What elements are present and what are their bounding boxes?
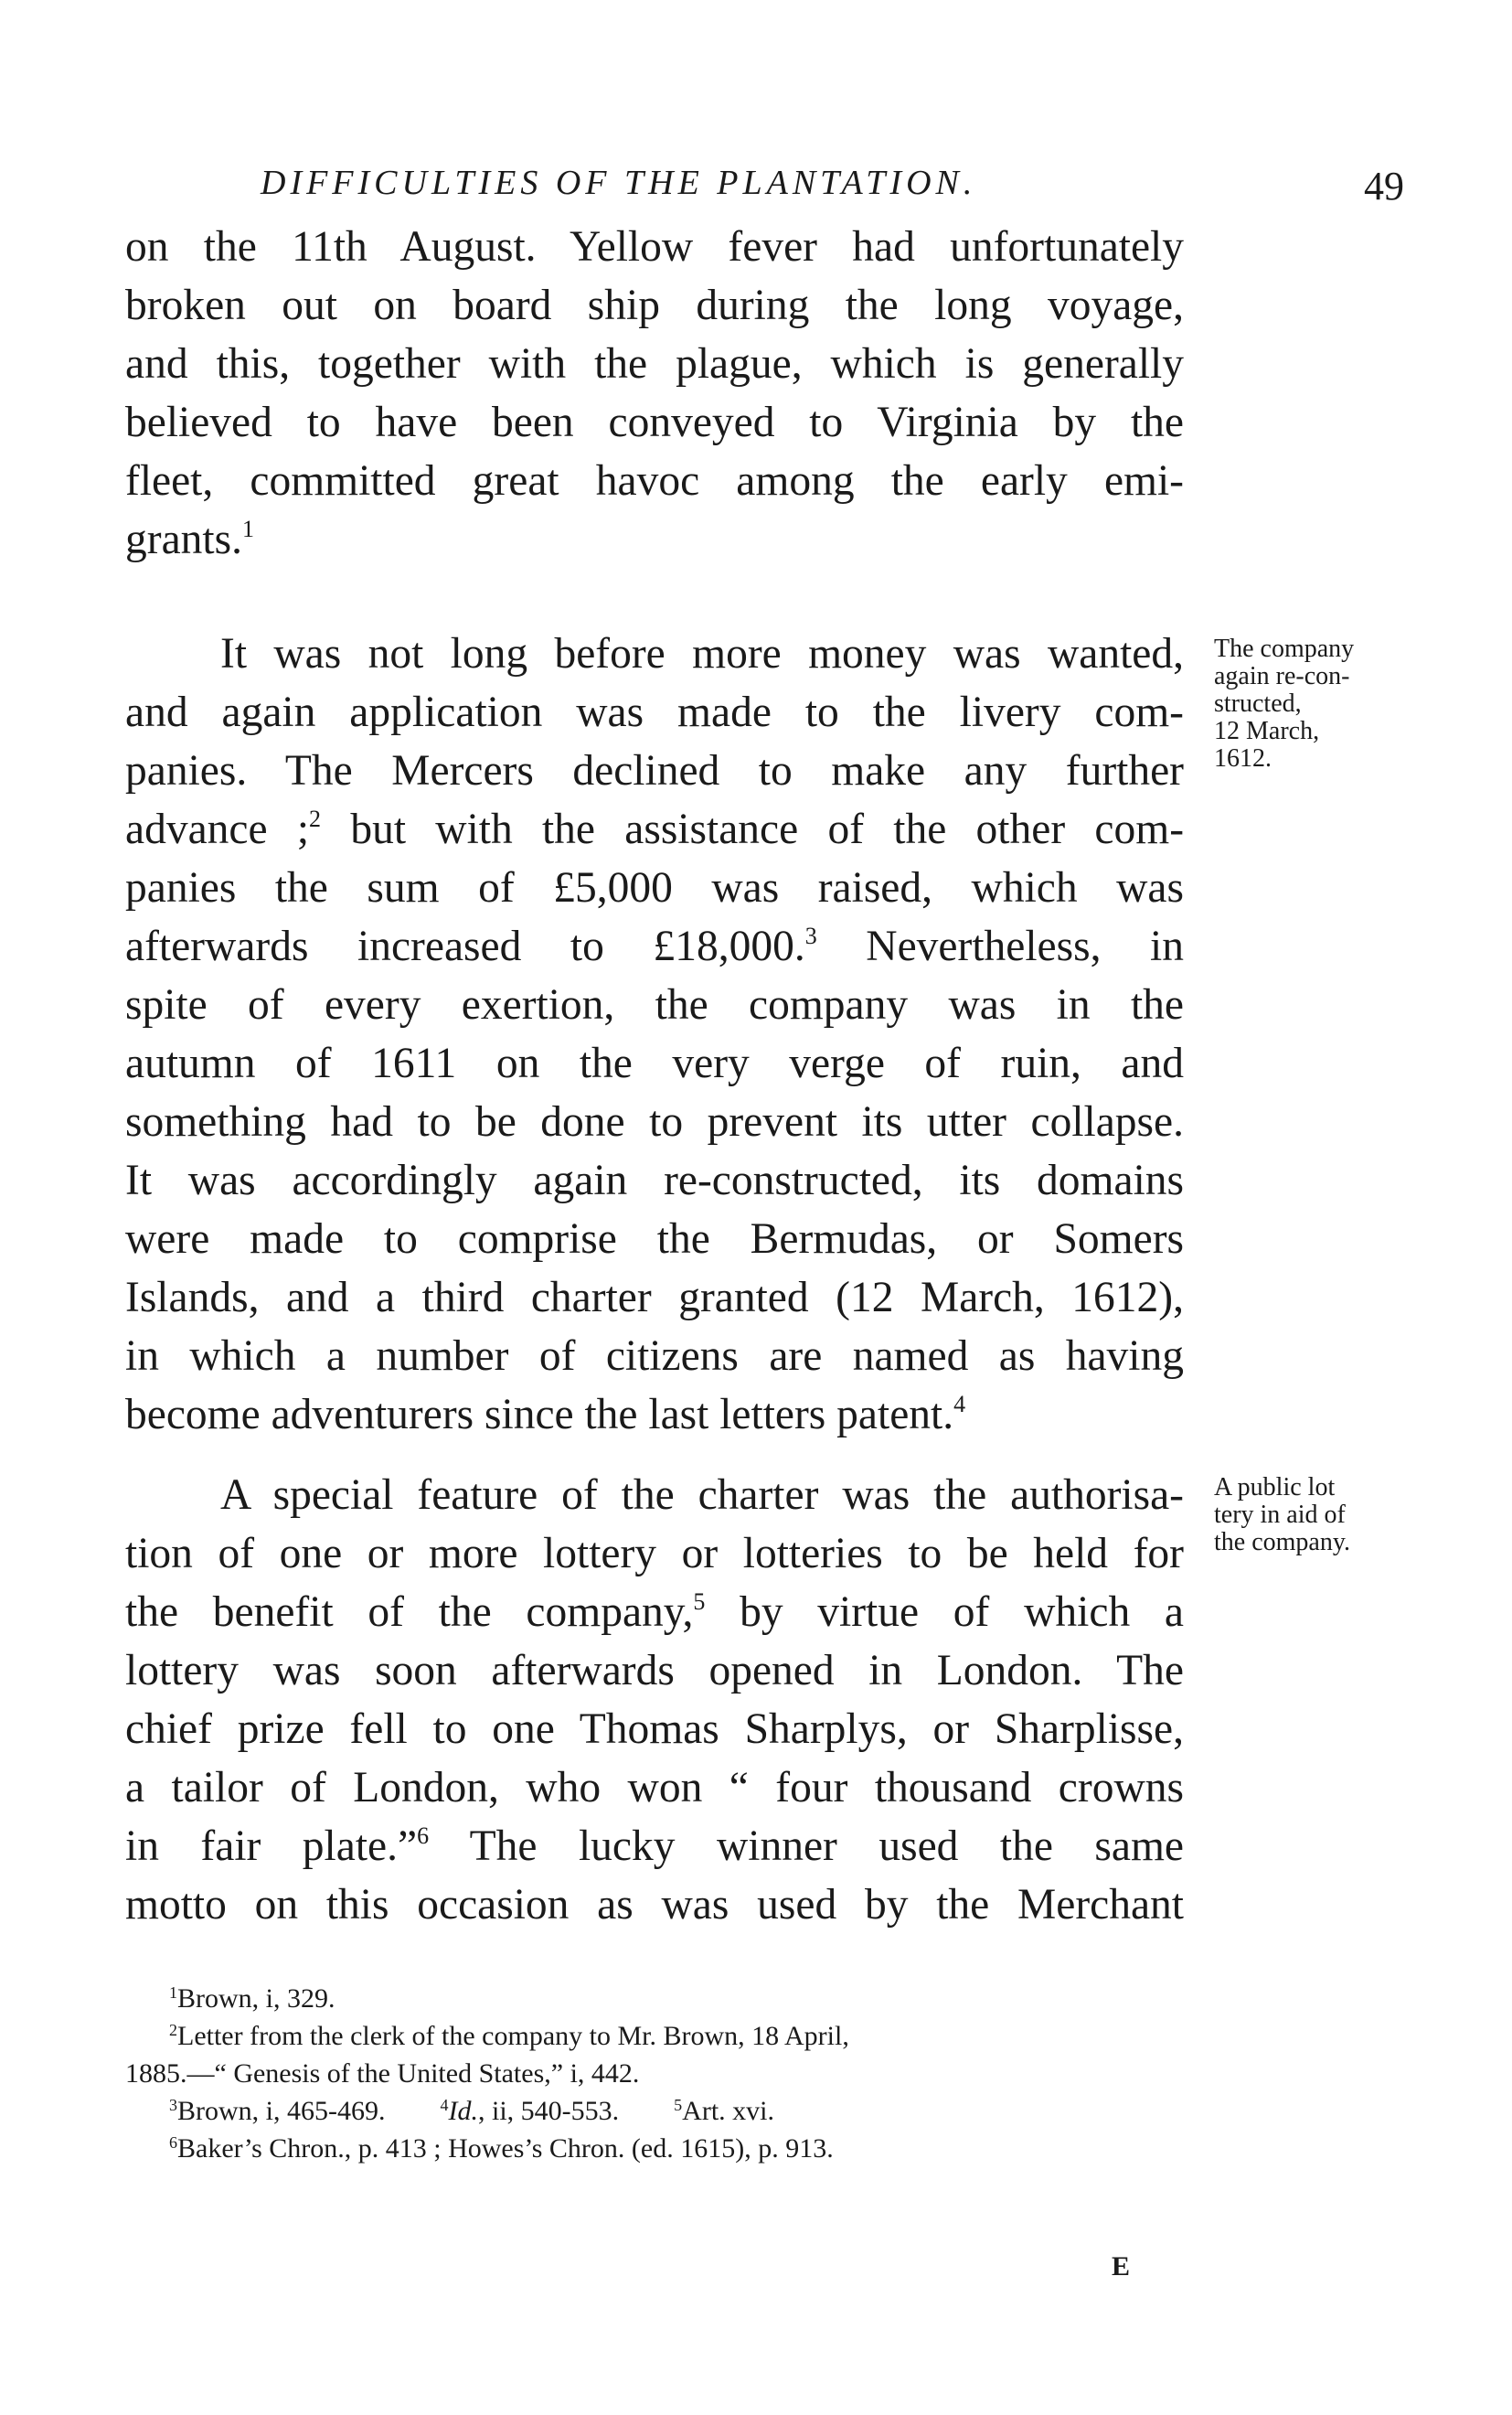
footnote-6 (169, 2130, 1184, 2167)
page-number: 49 (1364, 164, 1404, 208)
sidenote-public-lottery (1214, 1474, 1424, 1556)
sidenote-company-reconstructed (1214, 636, 1424, 773)
footnote-marker: 6 (169, 2133, 177, 2152)
text-line: broken out on board ship during the long voyage, (125, 282, 1184, 329)
paragraph-2 (125, 625, 1184, 1444)
text-line: Islands, and a third charter granted (12 March, 1612), (125, 1274, 1184, 1321)
sidenote-line: again re-con- (1214, 662, 1350, 690)
text-line: A special feature of the charter was the authorisa- (220, 1471, 1184, 1519)
sidenote-line: tery in aid of (1214, 1501, 1346, 1529)
footnote-marker: 4 (440, 2096, 449, 2114)
sidenote-line: structed, (1214, 689, 1302, 718)
footnote-text: Baker’s Chron., p. 413 ; Howes’s Chron. (ed. 1615), p. 913. (177, 2133, 834, 2164)
text-fragment: grants. (125, 516, 242, 563)
text-line: motto on this occasion as was used by the Merchant (125, 1881, 1184, 1929)
footnotes-3-4-5 (169, 2092, 1184, 2130)
text-line (125, 917, 1184, 976)
text-fragment: but with the assistance of the other com- (350, 806, 1185, 853)
running-head: DIFFICULTIES OF THE PLANTATION. (261, 164, 977, 202)
footnote-ref: 6 (417, 1822, 430, 1849)
footnote-1 (169, 1980, 1184, 2017)
text-line (125, 1817, 1184, 1875)
footnote-ref: 1 (241, 516, 254, 542)
text-line: spite of every exertion, the company was in the (125, 981, 1184, 1029)
text-fragment: Nevertheless, in (866, 923, 1184, 970)
footnote-text-italic: Id. (448, 2096, 478, 2126)
paragraph-3 (125, 1466, 1184, 1934)
text-line: It was not long before more money was wanted, (220, 630, 1184, 678)
sidenote-line: the company. (1214, 1528, 1351, 1556)
text-line: believed to have been conveyed to Virginia by the (125, 399, 1184, 446)
sidenote-line: The company (1214, 635, 1355, 663)
text-fragment: the benefit of the company, (125, 1588, 694, 1636)
footnotes (125, 1980, 1184, 2167)
text-line (125, 800, 1184, 859)
text-line (125, 1385, 1184, 1444)
footnote-text: Letter from the clerk of the company to Mr. Brown, 18 April, (177, 2021, 849, 2051)
sidenote-line: 1612. (1214, 744, 1272, 773)
text-line: lottery was soon afterwards opened in London. The (125, 1647, 1184, 1694)
text-fragment: in fair plate.” (125, 1822, 418, 1870)
text-line: panies. The Mercers declined to make any further (125, 747, 1184, 795)
text-fragment: become adventurers since the last letters patent. (125, 1391, 954, 1438)
footnote-text: Brown, i, 329. (177, 1983, 335, 2014)
footnote-2-continued: 1885.—“ Genesis of the United States,” i, 442. (125, 2058, 640, 2089)
footnote-text: Art. xvi. (682, 2096, 774, 2126)
footnote-text: Brown, i, 465-469. (177, 2096, 386, 2126)
text-line: autumn of 1611 on the very verge of ruin, and (125, 1040, 1184, 1087)
footnote-2 (169, 2017, 1184, 2055)
text-line: something had to be done to prevent its utter collapse. (125, 1098, 1184, 1146)
footnote-text: , ii, 540-553. (478, 2096, 620, 2126)
sidenote-line: A public lot (1214, 1473, 1336, 1501)
sidenote-line: 12 March, (1214, 717, 1320, 745)
text-line (125, 1583, 1184, 1641)
paragraph-1 (125, 218, 1184, 569)
text-line: a tailor of London, who won “ four thousand crowns (125, 1764, 1184, 1811)
footnote-marker: 5 (674, 2096, 683, 2114)
footnote-ref: 2 (309, 806, 322, 832)
footnote-marker: 1 (169, 1983, 177, 2002)
signature-mark: E (1112, 2251, 1131, 2281)
text-line: and this, together with the plague, which is generally (125, 340, 1184, 388)
text-line: panies the sum of £5,000 was raised, which was (125, 864, 1184, 912)
footnote-ref: 4 (953, 1391, 966, 1417)
text-line: It was accordingly again re-constructed, its domains (125, 1157, 1184, 1204)
text-fragment: afterwards increased to £18,000. (125, 923, 805, 970)
text-fragment: by virtue of which a (740, 1588, 1185, 1636)
footnote-ref: 5 (693, 1588, 706, 1615)
text-line: chief prize fell to one Thomas Sharplys, or Sharplisse, (125, 1705, 1184, 1753)
text-line: fleet, committed great havoc among the early emi- (125, 457, 1184, 505)
text-line: on the 11th August. Yellow fever had unfortunately (125, 223, 1184, 271)
text-fragment: advance ; (125, 806, 310, 853)
footnote-ref: 3 (804, 923, 817, 949)
text-line: in which a number of citizens are named as having (125, 1332, 1184, 1380)
text-line: were made to comprise the Bermudas, or Somers (125, 1215, 1184, 1263)
text-line (125, 510, 1184, 569)
text-line: and again application was made to the livery com- (125, 689, 1184, 736)
text-line: tion of one or more lottery or lotteries to be held for (125, 1530, 1184, 1577)
footnote-marker: 2 (169, 2021, 177, 2039)
footnote-marker: 3 (169, 2096, 177, 2114)
text-fragment: The lucky winner used the same (469, 1822, 1184, 1870)
